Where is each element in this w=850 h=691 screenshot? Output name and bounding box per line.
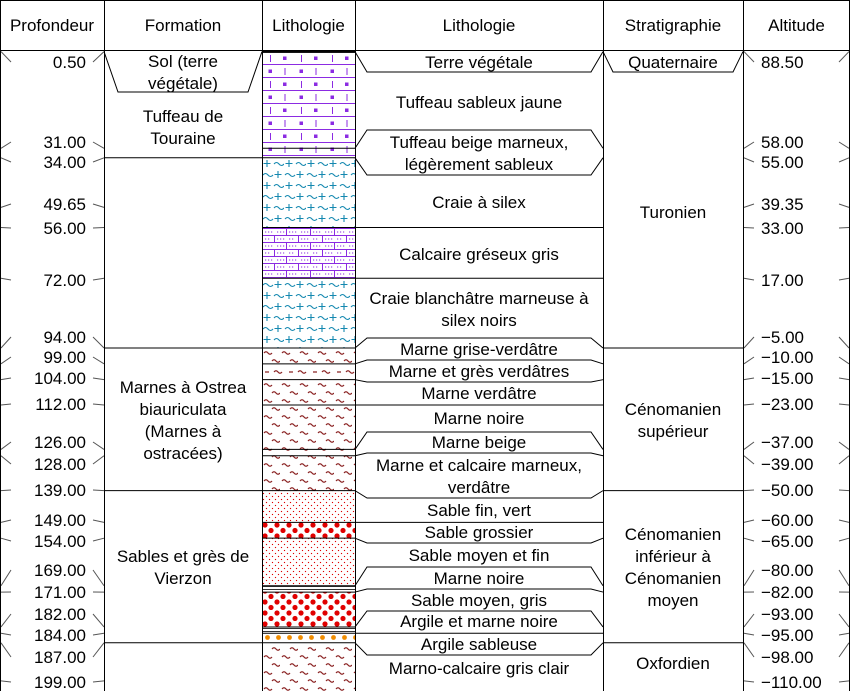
depth-label: 72.00 [43,271,86,290]
lithology-layer-marne [263,643,355,691]
depth-tick [93,442,104,449]
depth-tick [1,378,11,380]
altitude-label: −80.00 [761,561,814,580]
lithology-label: Argile et marne noire [400,612,558,631]
lithology-label: Sable grossier [424,523,534,542]
altitude-label: −37.00 [761,433,814,452]
depth-tick [839,378,849,380]
header-stratigraphie: Stratigraphie [624,16,722,35]
depth-tick [93,52,104,62]
depth-tick [839,337,849,348]
depth-tick [93,278,104,280]
depth-tick [744,520,754,522]
altitude-label: −93.00 [761,605,814,624]
depth-label: 184.00 [34,626,86,645]
depth-label: 139.00 [34,481,86,500]
depth-tick [744,633,754,635]
depth-label: 94.00 [43,328,86,347]
lithology-layer-calcaire-greseux [263,228,355,279]
depth-tick [1,278,11,280]
depth-tick [839,490,849,491]
depth-tick [744,158,754,162]
depth-label: 171.00 [34,583,86,602]
formation-label: Marnes à Ostrea [119,378,247,397]
stratigraphy-label: Turonien [639,203,707,222]
depth-tick [93,337,104,348]
altitude-label: −50.00 [761,481,814,500]
depth-tick [1,633,11,635]
column-texts [34,52,822,691]
altitude-label: −60.00 [761,511,814,530]
lithology-label: Marne noire [433,569,525,588]
lithology-label: Sable moyen et fin [408,546,550,565]
depth-tick [93,614,104,627]
lithology-label: verdâtre [447,478,511,497]
header-row [10,16,825,35]
depth-tick [93,404,104,405]
altitude-label: −15.00 [761,369,814,388]
altitude-label: −110.00 [761,673,822,691]
header-profondeur: Profondeur [9,16,95,35]
depth-tick [1,142,11,148]
header-lithologie-pattern: Lithologie [272,16,345,35]
formation-label: Sables et grès de [116,547,250,566]
depth-tick [93,643,104,657]
formation-label: Vierzon [154,569,212,588]
depth-tick [93,158,104,162]
depth-tick [93,142,104,148]
depth-tick [1,158,11,162]
altitude-label: 39.35 [761,195,804,214]
depth-label: 31.00 [43,133,86,152]
altitude-label: 55.00 [761,153,804,172]
depth-tick [744,204,754,207]
depth-tick [839,570,849,586]
depth-tick [839,204,849,207]
lithology-label: silex noirs [441,311,517,330]
lithology-layer-sable-grossier [263,592,355,627]
depth-label: 128.00 [34,455,86,474]
depth-tick [839,681,849,682]
depth-tick [839,442,849,449]
lithology-layer-marne [263,405,355,449]
depth-tick [744,142,754,148]
lithology-layer-marne [263,449,355,455]
depth-tick [744,404,754,405]
stratigraphy-label: supérieur [637,422,709,441]
lithology-label: Marne noire [433,409,525,428]
depth-tick [93,204,104,207]
depth-label: 99.00 [43,348,86,367]
lithology-layer-sable-fin [263,491,355,523]
depth-tick [1,520,11,522]
depth-tick [839,357,849,364]
depth-tick [744,378,754,380]
depth-tick [744,337,754,348]
depth-label: 182.00 [34,605,86,624]
depth-tick [744,357,754,364]
depth-tick [744,456,754,464]
altitude-label: −65.00 [761,532,814,551]
lithology-layer-sable-fin [263,538,355,586]
altitude-label: 33.00 [761,219,804,238]
lithology-layer-marne-noire [263,627,355,633]
stratigraphy-label: Oxfordien [636,654,710,673]
depth-tick [744,442,754,449]
altitude-label: 58.00 [761,133,804,152]
depth-tick [93,520,104,522]
stratigraphy-label: Quaternaire [628,53,718,72]
lithology-layer-tuffeau [263,148,355,158]
lithology-label: Marne beige [431,433,527,452]
depth-tick [839,538,849,541]
depth-label: 0.50 [52,53,86,72]
altitude-label: −23.00 [761,395,814,414]
depth-label: 34.00 [43,153,86,172]
formation-label: (Marnes à [144,422,222,441]
lithology-layer-craie [263,158,355,228]
depth-tick [1,337,11,348]
header-lithologie: Lithologie [442,16,516,35]
depth-tick [839,614,849,627]
lithology-layer-marne [263,456,355,491]
depth-tick [1,357,11,364]
lithology-label: Marne et calcaire marneux, [376,456,582,475]
depth-tick [839,158,849,162]
depth-tick [839,142,849,148]
depth-tick [93,357,104,364]
header-formation: Formation [144,16,222,35]
altitude-label: 17.00 [761,271,804,290]
stratigraphy-label: moyen [647,591,699,610]
depth-tick [93,538,104,541]
depth-tick [744,643,754,657]
formation-label: biauriculata [139,400,227,419]
lithology-label: Marno-calcaire gris clair [388,659,570,678]
depth-label: 199.00 [34,673,86,691]
depth-label: 104.00 [34,369,86,388]
lithology-layer-craie [263,278,355,348]
lithology-label: Tuffeau beige marneux, [389,133,569,152]
depth-label: 154.00 [34,532,86,551]
depth-label: 149.00 [34,511,86,530]
stratigraphy-label: Cénomanien [624,525,722,544]
depth-label: 126.00 [34,433,86,452]
altitude-label: −98.00 [761,648,814,667]
formation-label: ostracées) [143,444,223,463]
depth-tick [839,633,849,635]
depth-tick [839,404,849,405]
depth-tick [744,278,754,280]
depth-tick [1,456,11,464]
lithology-label: Sable fin, vert [427,501,531,520]
lithology-layer-sable-grossier [263,522,355,538]
altitude-label: −5.00 [761,328,805,347]
lithology-label: légèrement sableux [404,155,554,174]
depth-tick [744,614,754,627]
header-altitude: Altitude [768,16,825,35]
lithology-layer-marne [263,380,355,405]
lithology-layer-tuffeau [263,52,355,149]
depth-tick [1,643,11,657]
lithology-layer-argile-sableuse [263,633,355,643]
depth-tick [1,442,11,449]
depth-tick [839,456,849,464]
depth-tick [744,52,754,62]
lithology-layer-marne-noire [263,586,355,592]
depth-label: 56.00 [43,219,86,238]
depth-tick [93,490,104,491]
depth-label: 169.00 [34,561,86,580]
depth-tick [93,570,104,586]
depth-tick [839,278,849,280]
lithology-label: Calcaire gréseux gris [399,245,559,264]
depth-tick [839,520,849,522]
lithology-label: Marne grise-verdâtre [400,340,558,359]
depth-tick [839,52,849,62]
stratigraphy-label: Cénomanien [624,400,722,419]
depth-tick [839,643,849,657]
lithology-label: Craie à silex [432,193,526,212]
altitude-label: −10.00 [761,348,814,367]
altitude-label: −82.00 [761,583,814,602]
formation-label: Sol (terre [148,52,218,71]
depth-tick [1,204,11,207]
depth-label: 49.65 [43,195,86,214]
lithology-layer-marne [263,348,355,364]
lithology-layer-marne-gres [263,364,355,380]
lithology-label: Sable moyen, gris [410,591,548,610]
depth-tick [1,681,11,682]
depth-tick [744,570,754,586]
depth-tick [744,681,754,682]
depth-tick [744,490,754,491]
lithology-label: Argile sableuse [420,635,538,654]
formation-label: Tuffeau de [142,107,224,126]
depth-tick [1,490,11,491]
formation-label: Touraine [150,129,216,148]
stratigraphy-label: Cénomanien [624,569,722,588]
depth-tick [93,456,104,464]
depth-tick [93,378,104,380]
lithology-label: Craie blanchâtre marneuse à [369,289,589,308]
stratigraphy-label: inférieur à [635,547,711,566]
depth-label: 112.00 [35,395,86,414]
altitude-label: 88.50 [761,53,804,72]
lithology-label: Tuffeau sableux jaune [395,93,563,112]
depth-label: 187.00 [34,648,86,667]
depth-tick [1,404,11,405]
depth-tick [1,570,11,586]
depth-tick [93,681,104,682]
depth-tick [1,614,11,627]
altitude-label: −95.00 [761,626,814,645]
lithology-label: Terre végétale [425,53,533,72]
depth-tick [1,52,11,62]
depth-tick [1,538,11,541]
lithology-label: Marne et grès verdâtres [388,362,570,381]
altitude-label: −39.00 [761,455,814,474]
formation-label: végétale) [148,74,218,93]
lithology-label: Marne verdâtre [421,384,537,403]
lithology-pattern-column [263,51,355,691]
depth-tick [744,538,754,541]
depth-tick [93,633,104,635]
